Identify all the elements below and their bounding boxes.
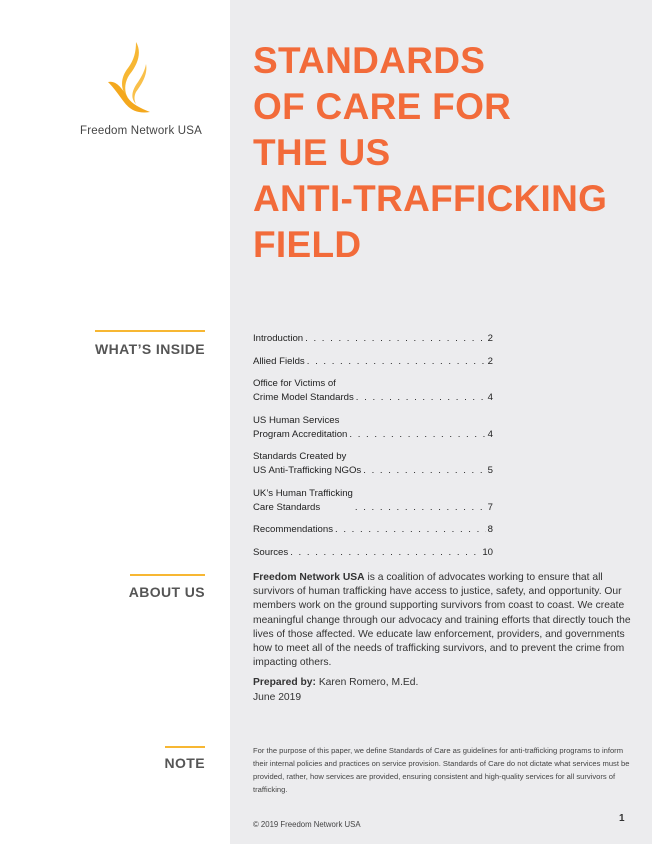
toc-page: 8 [487, 524, 493, 535]
prepared-label: Prepared by: [253, 677, 316, 689]
page-number: 1 [619, 813, 625, 824]
section-divider [95, 330, 205, 332]
toc-leader [356, 391, 486, 405]
toc-title: Sources [253, 546, 289, 558]
toc-leader [335, 523, 486, 537]
toc-title: Allied Fields [253, 355, 305, 367]
toc-leader [363, 464, 485, 478]
toc-page: 2 [487, 355, 493, 367]
about-text: is a coalition of advocates working to ensure that all survivors of human trafficking have access to justice, safety, and opportunity. Our members work on the ground supporting survivors from coast to coast. We create meaningful change through our advocacy and training efforts that directly touch the lives of those affected. We educate law enforcement, providers, and governments how to meet all of the needs of trafficking survivors, and to prevent the crime from impacting others. [253, 572, 631, 669]
toc-leader [355, 501, 486, 515]
table-of-contents [253, 332, 493, 568]
title-line: STANDARDS [253, 40, 486, 81]
toc-page: 10 [482, 546, 493, 558]
section-divider [165, 746, 205, 748]
toc-item[interactable] [253, 355, 493, 369]
about-us-heading: ABOUT US [128, 584, 205, 600]
toc-item[interactable] [253, 414, 493, 442]
section-divider [130, 574, 205, 576]
title-line: ANTI-TRAFFICKING [253, 178, 608, 219]
toc-title: UK’s Human Trafficking Care Standards [253, 487, 353, 513]
toc-leader [349, 428, 485, 442]
toc-title: Recommendations [253, 524, 333, 535]
toc-page: 4 [487, 392, 493, 403]
toc-title: Standards Created by US Anti-Trafficking NGOs [253, 451, 362, 476]
toc-page: 5 [487, 465, 493, 476]
toc-title: Introduction [253, 333, 304, 344]
whats-inside-heading: WHAT’S INSIDE [95, 341, 205, 357]
copyright: © 2019 Freedom Network USA [253, 820, 361, 829]
toc-item[interactable] [253, 332, 493, 346]
freedom-network-flame-logo [108, 42, 158, 122]
title-line: OF CARE FOR [253, 86, 512, 127]
toc-title: Office for Victims of Crime Model Standards [253, 378, 354, 403]
toc-item[interactable] [253, 523, 493, 537]
toc-page: 2 [487, 333, 493, 344]
toc-leader [307, 355, 486, 369]
toc-leader [290, 546, 480, 560]
toc-item[interactable] [253, 450, 493, 478]
toc-title: US Human Services Program Accreditation [253, 414, 348, 440]
toc-item[interactable] [253, 487, 493, 515]
toc-item[interactable] [253, 546, 493, 560]
note-text: For the purpose of this paper, we define Standards of Care as guidelines for anti-trafficking programs to inform their internal policies and practices on service provision. Standards of Care do not dictate what services must be provided, rather, how services are provided, ensuring consistent and high-quality services for all survivors of trafficking. [253, 746, 630, 794]
toc-page: 4 [487, 428, 493, 440]
date: June 2019 [253, 691, 302, 703]
about-section [253, 571, 631, 711]
toc-leader [305, 332, 486, 346]
about-org-name: Freedom Network USA [253, 572, 365, 583]
title-line: FIELD [253, 224, 362, 265]
prepared-by: Karen Romero, M.Ed. [315, 677, 419, 689]
title-line: THE US [253, 132, 391, 173]
note-heading: NOTE [164, 755, 205, 771]
toc-page: 7 [487, 501, 493, 513]
document-title [253, 38, 607, 268]
org-name: Freedom Network USA [80, 125, 203, 137]
toc-item[interactable] [253, 377, 493, 405]
